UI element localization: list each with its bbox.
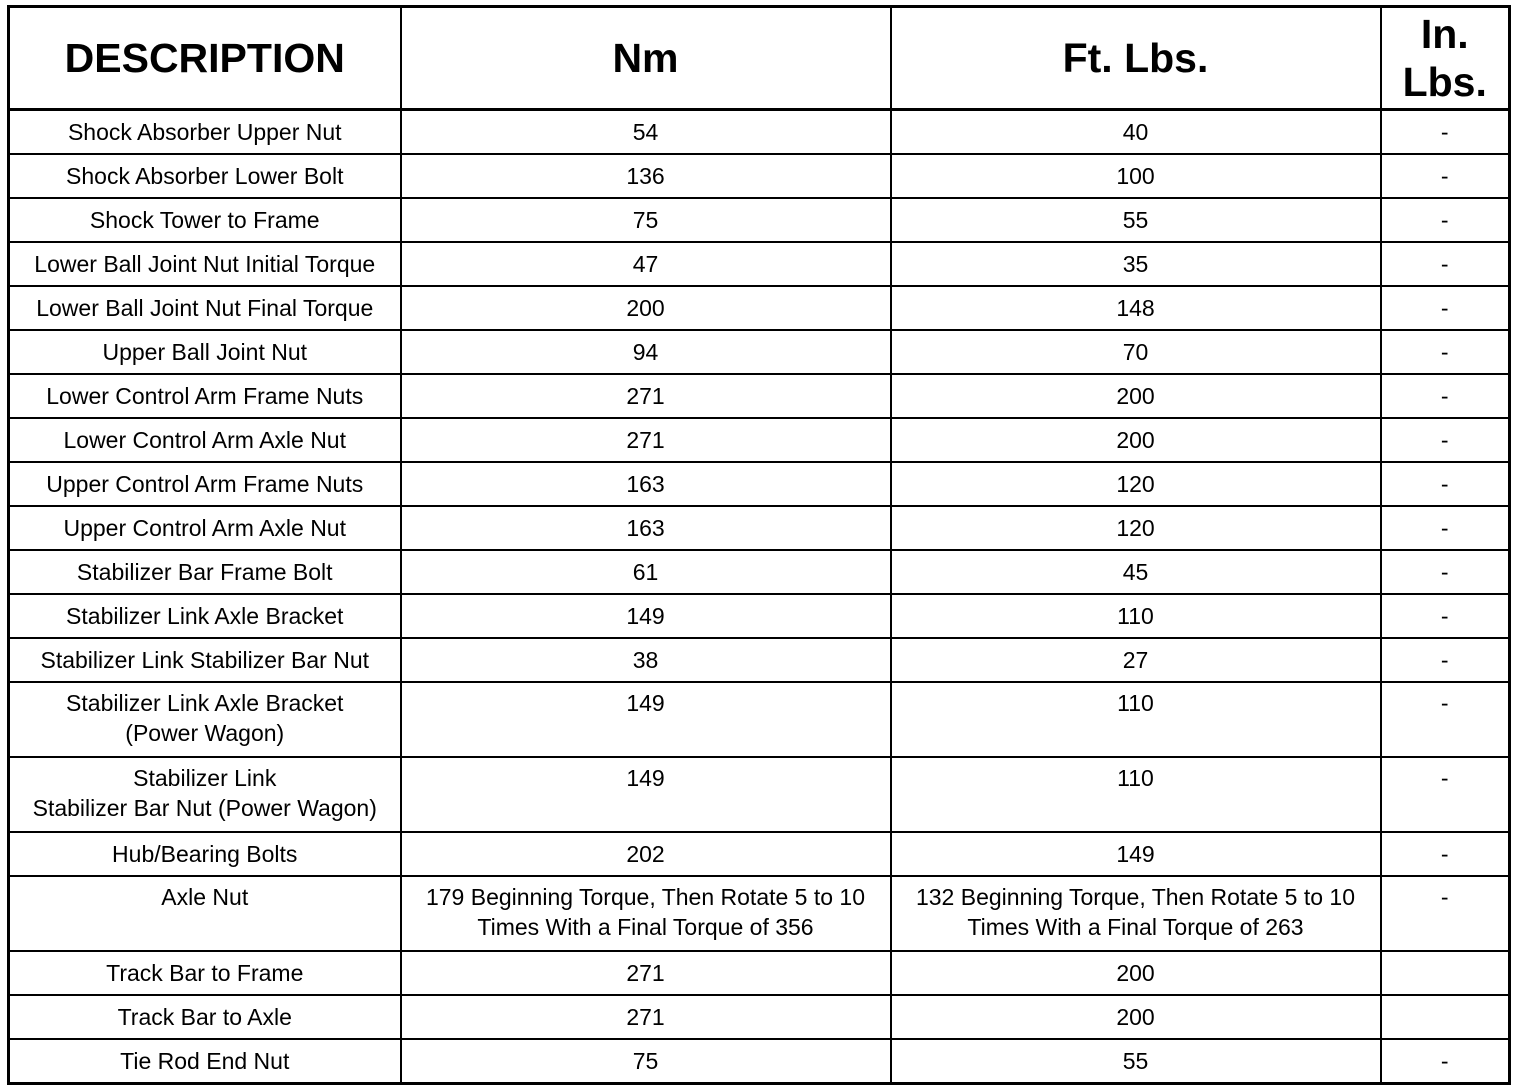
cell-ft-lbs: 55 bbox=[891, 198, 1381, 242]
description-text: Stabilizer Link Axle Bracket bbox=[66, 603, 344, 629]
cell-ft-lbs: 100 bbox=[891, 154, 1381, 198]
description-text: Upper Ball Joint Nut bbox=[102, 339, 308, 365]
cell-ft-lbs: 132 Beginning Torque, Then Rotate 5 to 10 Times With a Final Torque of 263 bbox=[891, 876, 1381, 951]
cell-ft-lbs: 45 bbox=[891, 550, 1381, 594]
cell-nm: 200 bbox=[401, 286, 891, 330]
cell-ft-lbs: 200 bbox=[891, 995, 1381, 1039]
cell-description bbox=[9, 154, 401, 198]
table-row bbox=[9, 682, 1510, 757]
description-text: Shock Absorber Lower Bolt bbox=[66, 163, 344, 189]
header-in-lbs bbox=[1381, 7, 1510, 110]
description-text: Track Bar to Axle bbox=[117, 1004, 292, 1030]
table-row bbox=[9, 594, 1510, 638]
cell-nm: 163 bbox=[401, 462, 891, 506]
header-in-lbs-line1: In. bbox=[1420, 11, 1469, 57]
cell-description bbox=[9, 832, 401, 876]
description-text: Lower Ball Joint Nut Initial Torque bbox=[34, 251, 376, 277]
cell-ft-lbs: 70 bbox=[891, 330, 1381, 374]
cell-description bbox=[9, 462, 401, 506]
description-text: Stabilizer Bar Nut (Power Wagon) bbox=[32, 795, 377, 821]
table-row bbox=[9, 330, 1510, 374]
description-text: Shock Absorber Upper Nut bbox=[67, 119, 342, 145]
table-row bbox=[9, 832, 1510, 876]
table-row bbox=[9, 418, 1510, 462]
description-text: Shock Tower to Frame bbox=[89, 207, 320, 233]
table-row bbox=[9, 198, 1510, 242]
description-text: Axle Nut bbox=[161, 884, 249, 910]
description-text: Upper Control Arm Axle Nut bbox=[63, 515, 346, 541]
cell-nm: 179 Beginning Torque, Then Rotate 5 to 10 Times With a Final Torque of 356 bbox=[401, 876, 891, 951]
cell-ft-lbs: 120 bbox=[891, 506, 1381, 550]
cell-nm: 202 bbox=[401, 832, 891, 876]
cell-in-lbs: - bbox=[1381, 682, 1510, 757]
cell-ft-lbs: 110 bbox=[891, 682, 1381, 757]
cell-description bbox=[9, 638, 401, 682]
cell-in-lbs: - bbox=[1381, 286, 1510, 330]
description-text: Tie Rod End Nut bbox=[120, 1048, 290, 1074]
cell-description bbox=[9, 374, 401, 418]
cell-ft-lbs: 149 bbox=[891, 832, 1381, 876]
cell-in-lbs: - bbox=[1381, 832, 1510, 876]
cell-description bbox=[9, 286, 401, 330]
cell-in-lbs: - bbox=[1381, 506, 1510, 550]
cell-in-lbs: - bbox=[1381, 1039, 1510, 1084]
cell-nm: 149 bbox=[401, 757, 891, 832]
cell-nm: 271 bbox=[401, 951, 891, 995]
table-row bbox=[9, 242, 1510, 286]
description-text: Stabilizer Link Axle Bracket bbox=[66, 690, 344, 716]
cell-ft-lbs: 120 bbox=[891, 462, 1381, 506]
table-row bbox=[9, 154, 1510, 198]
cell-ft-lbs: 27 bbox=[891, 638, 1381, 682]
cell-in-lbs: - bbox=[1381, 418, 1510, 462]
cell-ft-lbs: 55 bbox=[891, 1039, 1381, 1084]
torque-spec-table bbox=[7, 5, 1511, 1085]
cell-ft-lbs: 200 bbox=[891, 374, 1381, 418]
description-text: Hub/Bearing Bolts bbox=[112, 841, 298, 867]
description-text: Stabilizer Link bbox=[133, 765, 277, 791]
description-text: Lower Control Arm Axle Nut bbox=[63, 427, 346, 453]
header-ft-lbs: Ft. Lbs. bbox=[891, 7, 1381, 110]
cell-description bbox=[9, 110, 401, 155]
cell-description bbox=[9, 242, 401, 286]
cell-in-lbs: - bbox=[1381, 550, 1510, 594]
table-row bbox=[9, 951, 1510, 995]
cell-ft-lbs: 200 bbox=[891, 951, 1381, 995]
cell-ft-lbs: 148 bbox=[891, 286, 1381, 330]
cell-description bbox=[9, 594, 401, 638]
cell-description bbox=[9, 757, 401, 832]
description-text: Stabilizer Bar Frame Bolt bbox=[76, 559, 333, 585]
header-description: DESCRIPTION bbox=[9, 7, 401, 110]
cell-nm: 271 bbox=[401, 374, 891, 418]
cell-in-lbs: - bbox=[1381, 757, 1510, 832]
cell-in-lbs: - bbox=[1381, 374, 1510, 418]
header-nm: Nm bbox=[401, 7, 891, 110]
cell-nm: 75 bbox=[401, 1039, 891, 1084]
cell-ft-lbs: 110 bbox=[891, 594, 1381, 638]
cell-description bbox=[9, 330, 401, 374]
description-text: Track Bar to Frame bbox=[106, 960, 304, 986]
table-row bbox=[9, 638, 1510, 682]
cell-description bbox=[9, 876, 401, 951]
table-row bbox=[9, 462, 1510, 506]
cell-nm: 271 bbox=[401, 418, 891, 462]
cell-nm: 136 bbox=[401, 154, 891, 198]
table-row bbox=[9, 374, 1510, 418]
cell-in-lbs: - bbox=[1381, 638, 1510, 682]
cell-ft-lbs: 110 bbox=[891, 757, 1381, 832]
table-row bbox=[9, 1039, 1510, 1084]
cell-nm: 61 bbox=[401, 550, 891, 594]
cell-in-lbs: - bbox=[1381, 198, 1510, 242]
table-row bbox=[9, 995, 1510, 1039]
header-in-lbs-line2: Lbs. bbox=[1402, 59, 1487, 105]
cell-in-lbs: - bbox=[1381, 242, 1510, 286]
cell-nm: 271 bbox=[401, 995, 891, 1039]
table-body bbox=[9, 110, 1510, 1084]
cell-ft-lbs: 40 bbox=[891, 110, 1381, 155]
cell-in-lbs: - bbox=[1381, 876, 1510, 951]
table-row bbox=[9, 550, 1510, 594]
cell-description bbox=[9, 550, 401, 594]
cell-in-lbs: - bbox=[1381, 154, 1510, 198]
table-row bbox=[9, 506, 1510, 550]
cell-in-lbs bbox=[1381, 951, 1510, 995]
cell-nm: 54 bbox=[401, 110, 891, 155]
cell-description bbox=[9, 682, 401, 757]
cell-ft-lbs: 200 bbox=[891, 418, 1381, 462]
cell-in-lbs bbox=[1381, 995, 1510, 1039]
cell-ft-lbs: 35 bbox=[891, 242, 1381, 286]
cell-in-lbs: - bbox=[1381, 330, 1510, 374]
table-row bbox=[9, 757, 1510, 832]
cell-in-lbs: - bbox=[1381, 594, 1510, 638]
cell-description bbox=[9, 1039, 401, 1084]
cell-nm: 149 bbox=[401, 594, 891, 638]
description-text: Lower Control Arm Frame Nuts bbox=[46, 383, 364, 409]
cell-description bbox=[9, 995, 401, 1039]
cell-nm: 47 bbox=[401, 242, 891, 286]
cell-nm: 75 bbox=[401, 198, 891, 242]
description-text: Lower Ball Joint Nut Final Torque bbox=[36, 295, 374, 321]
table-row bbox=[9, 110, 1510, 155]
description-text: Stabilizer Link Stabilizer Bar Nut bbox=[40, 647, 370, 673]
description-text: (Power Wagon) bbox=[125, 720, 285, 746]
header-row bbox=[9, 7, 1510, 110]
cell-description bbox=[9, 198, 401, 242]
cell-nm: 94 bbox=[401, 330, 891, 374]
cell-in-lbs: - bbox=[1381, 110, 1510, 155]
cell-in-lbs: - bbox=[1381, 462, 1510, 506]
cell-nm: 163 bbox=[401, 506, 891, 550]
table-row bbox=[9, 286, 1510, 330]
cell-description bbox=[9, 506, 401, 550]
cell-description bbox=[9, 951, 401, 995]
cell-description bbox=[9, 418, 401, 462]
cell-nm: 38 bbox=[401, 638, 891, 682]
description-text: Upper Control Arm Frame Nuts bbox=[46, 471, 364, 497]
cell-nm: 149 bbox=[401, 682, 891, 757]
table-row bbox=[9, 876, 1510, 951]
